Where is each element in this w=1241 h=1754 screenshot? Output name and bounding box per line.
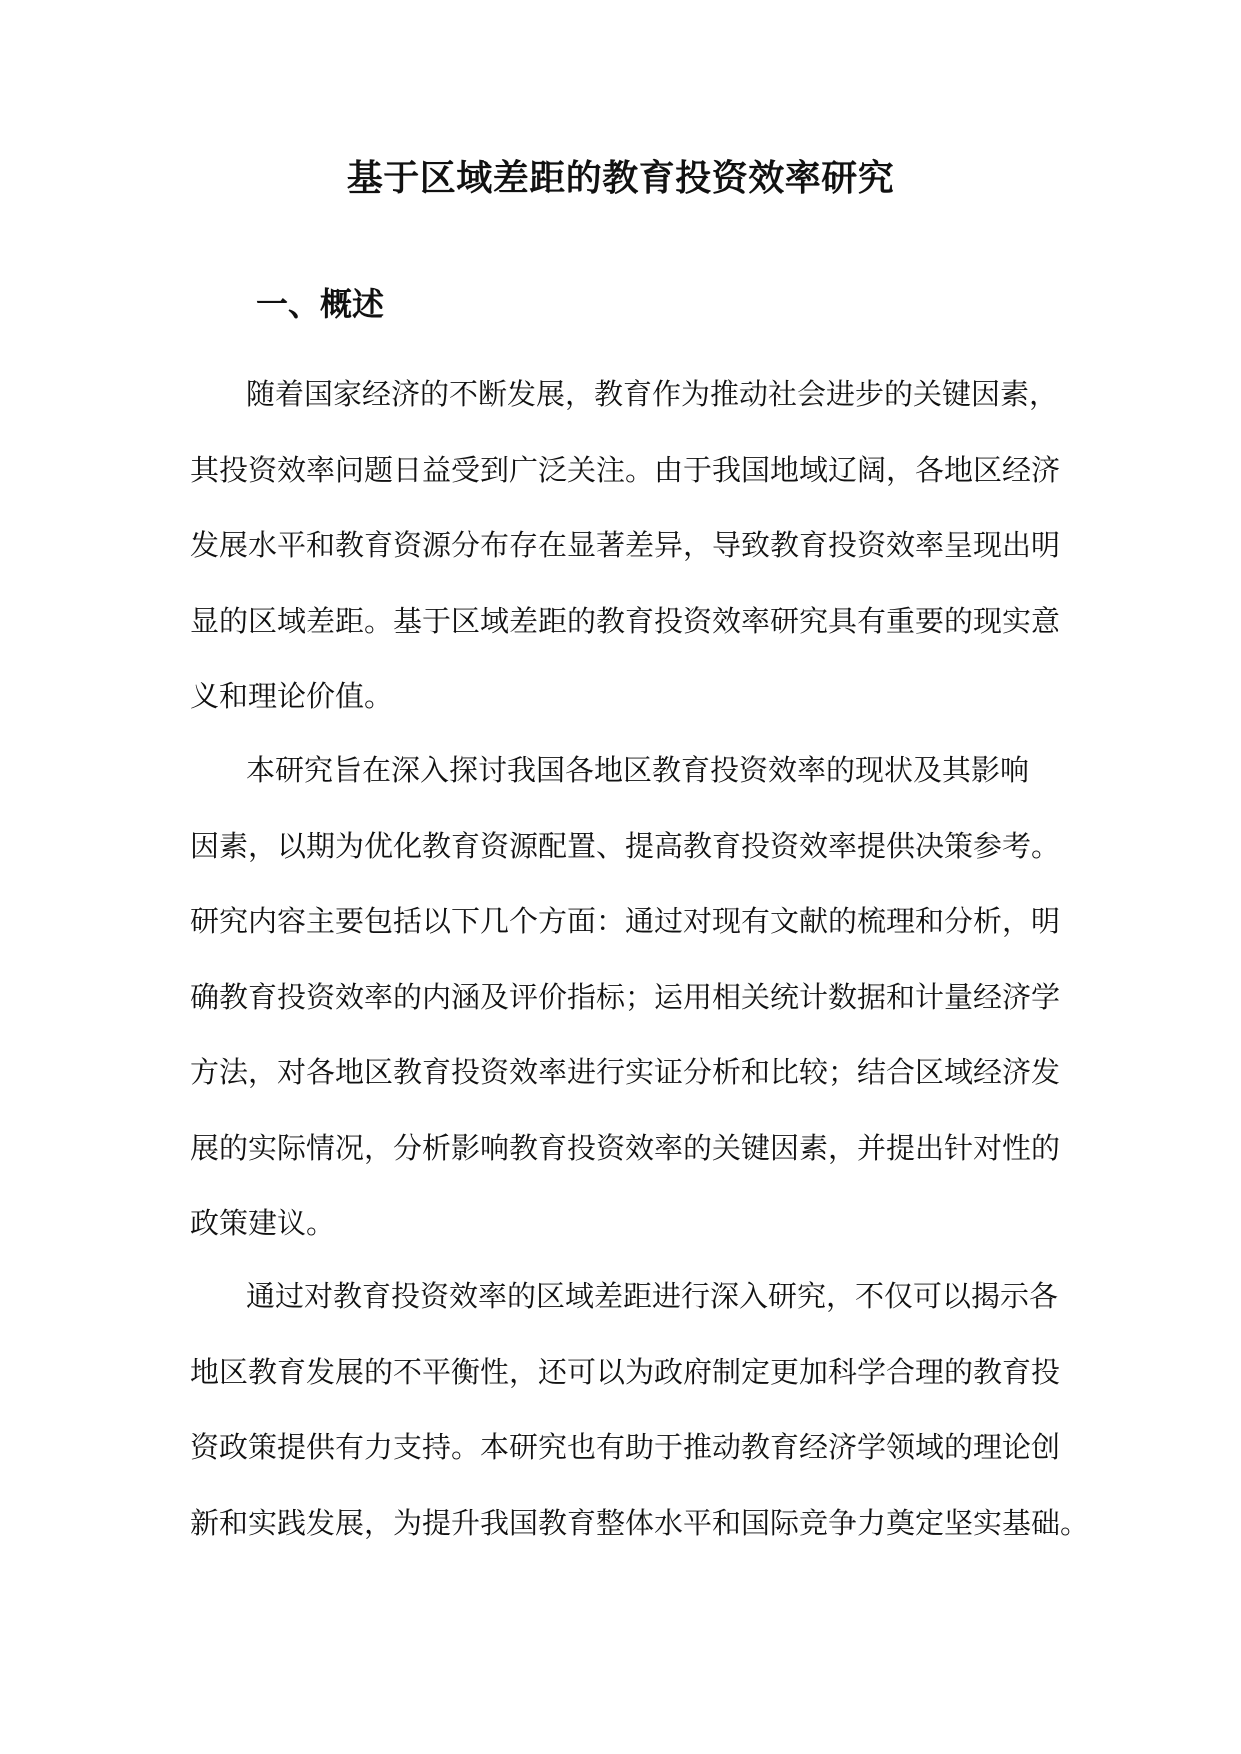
paragraph-line: 确教育投资效率的内涵及评价指标；运用相关统计数据和计量经济学 xyxy=(190,979,1061,1014)
paragraph-line: 其投资效率问题日益受到广泛关注。由于我国地域辽阔，各地区经济 xyxy=(190,452,1061,487)
paragraph-3 xyxy=(190,1259,1090,1561)
paragraph-line: 义和理论价值。 xyxy=(190,679,394,713)
paragraph-line: 政策建议。 xyxy=(190,1206,336,1240)
section-heading: 一、概述 xyxy=(256,285,385,323)
paragraph-line: 资政策提供有力支持。本研究也有助于推动教育经济学领域的理论创 xyxy=(190,1430,1061,1464)
paragraph-line: 新和实践发展，为提升我国教育整体水平和国际竞争力奠定坚实基础。 xyxy=(190,1505,1090,1540)
document-title: 基于区域差距的教育投资效率研究 xyxy=(346,157,895,199)
paragraph-2 xyxy=(190,733,1060,1262)
paragraph-line: 本研究旨在深入探讨我国各地区教育投资效率的现状及其影响 xyxy=(246,753,1030,787)
paragraph-line: 研究内容主要包括以下几个方面：通过对现有文献的梳理和分析，明 xyxy=(190,904,1061,938)
paragraph-line: 方法，对各地区教育投资效率进行实证分析和比较；结合区域经济发 xyxy=(190,1055,1061,1089)
paragraph-line: 因素，以期为优化教育资源配置、提高教育投资效率提供决策参考。 xyxy=(190,828,1061,863)
paragraph-line: 随着国家经济的不断发展，教育作为推动社会进步的关键因素， xyxy=(246,377,1059,411)
paragraph-line: 通过对教育投资效率的区域差距进行深入研究，不仅可以揭示各 xyxy=(246,1279,1059,1313)
paragraph-line: 发展水平和教育资源分布存在显著差异，导致教育投资效率呈现出明 xyxy=(190,528,1061,562)
paragraph-line: 展的实际情况，分析影响教育投资效率的关键因素，并提出针对性的 xyxy=(190,1130,1061,1165)
paragraph-line: 地区教育发展的不平衡性，还可以为政府制定更加科学合理的教育投 xyxy=(190,1354,1061,1389)
paragraph-1 xyxy=(190,357,1060,735)
paragraph-line: 显的区域差距。基于区域差距的教育投资效率研究具有重要的现实意 xyxy=(190,603,1061,638)
